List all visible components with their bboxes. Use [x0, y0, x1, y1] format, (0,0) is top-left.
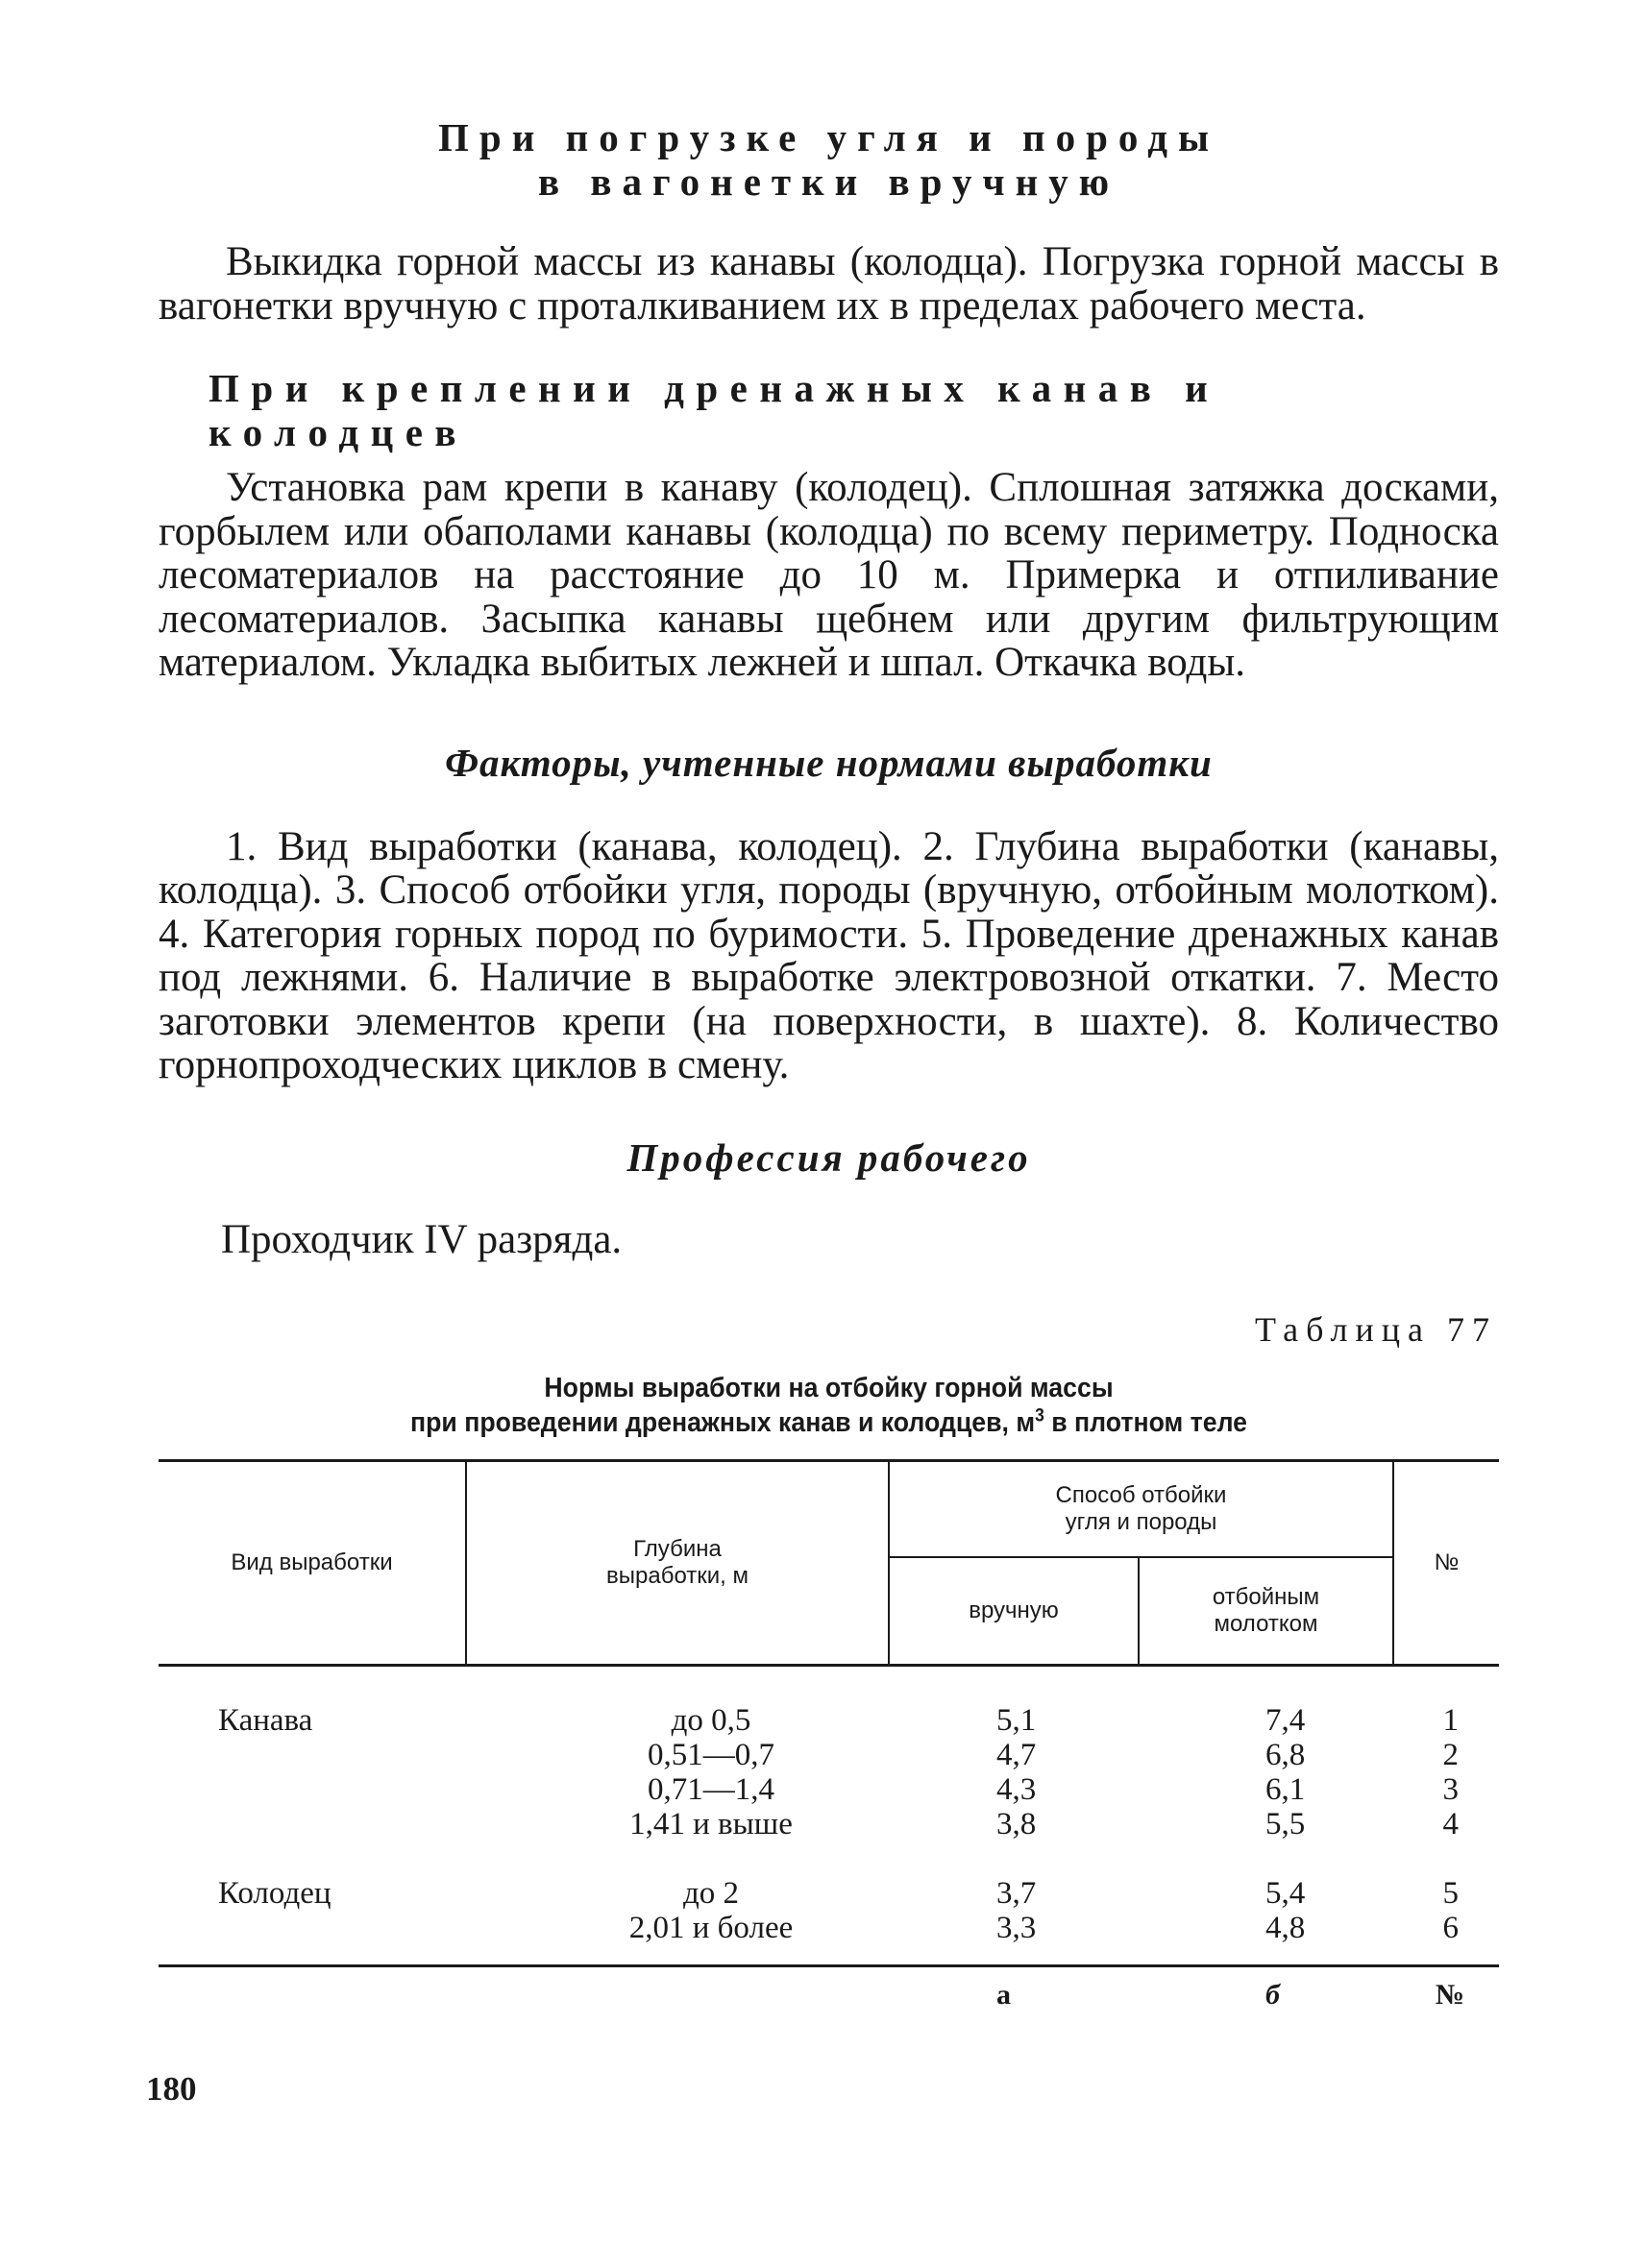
cell-num: 4 [1442, 1807, 1459, 1841]
footer-label-a: а [996, 1979, 1011, 2011]
cell-depth: 0,71—1,4 [648, 1772, 774, 1807]
table-title-superscript: 3 [1035, 1405, 1044, 1427]
header-hammer-label: отбойным молотком [1212, 1584, 1320, 1637]
cell-type-empty [159, 1772, 466, 1807]
cell-manual: 3,8 [996, 1807, 1037, 1841]
table-title [212, 1371, 1445, 1440]
cell-depth: до 0,5 [671, 1703, 751, 1738]
table-header [159, 1461, 1499, 1666]
header-depth [466, 1461, 889, 1666]
cell-manual: 3,7 [996, 1876, 1037, 1911]
cell-hammer: 4,8 [1265, 1911, 1306, 1945]
footer-empty [159, 1966, 466, 2012]
header-method-group-label: Способ отбойки угля и породы [1055, 1482, 1227, 1535]
cell-manual: 4,7 [996, 1738, 1037, 1772]
section-heading-loading [159, 115, 1499, 204]
cell-depth: 1,41 и выше [629, 1807, 793, 1841]
section-heading-loading-line1: При погрузке угля и породы [438, 115, 1219, 159]
table-row [159, 1772, 1499, 1807]
cell-num: 3 [1442, 1772, 1459, 1807]
header-hammer [1139, 1557, 1393, 1666]
cell-num: 2 [1442, 1738, 1459, 1772]
factors-heading: Факторы, учтенные нормами выработки [445, 740, 1213, 785]
cell-hammer: 7,4 [1265, 1703, 1306, 1738]
cell-num: 6 [1442, 1911, 1459, 1945]
section-heading-fastening: При креплении дренажных канав и колодцев [209, 366, 1220, 454]
cell-manual: 3,3 [996, 1911, 1037, 1945]
cell-type-empty [159, 1738, 466, 1772]
header-method-group [889, 1461, 1393, 1558]
profession-paragraph: Проходчик IV разряда. [221, 1216, 623, 1262]
footer-label-b: б [1265, 1979, 1280, 2011]
table-row [159, 1807, 1499, 1841]
cell-num: 1 [1442, 1703, 1459, 1738]
footer-empty [466, 1966, 889, 2012]
header-vid: Вид выработки [231, 1549, 393, 1575]
cell-type: Колодец [218, 1876, 331, 1911]
header-depth-label: Глубина выработки, м [606, 1536, 749, 1589]
header-num: № [1393, 1461, 1499, 1666]
cell-depth: 0,51—0,7 [648, 1738, 774, 1772]
loading-paragraph: Выкидка горной массы из канавы (колодца). Погрузка горной массы в вагонетки вручную с проталкиванием их в пределах рабочего места. [159, 239, 1499, 329]
table-label: Таблица 77 [1255, 1310, 1497, 1349]
table-body [159, 1666, 1499, 1966]
cell-hammer: 6,8 [1265, 1738, 1306, 1772]
section-heading-loading-line2: в вагонетки вручную [537, 159, 1120, 204]
table-title-line1: Нормы выработки на отбойку горной массы [544, 1373, 1114, 1403]
header-manual: вручную [889, 1557, 1139, 1666]
cell-hammer: 5,4 [1265, 1876, 1306, 1911]
page-number: 180 [146, 2070, 197, 2108]
cell-hammer: 6,1 [1265, 1772, 1306, 1807]
table-title-line2-suffix: в плотном теле [1043, 1407, 1248, 1438]
factors-paragraph: 1. Вид выработки (канава, колодец). 2. Глубина выработки (канавы, колодца). 3. Способ отбойки угля, породы (вручную, отбойным молотком). 4. Категория горных пород по буримости. 5. Проведение дренажных канав под лежнями. 6. Наличие в выработке электровозной откатки. 7. Место заготовки элементов крепи (на поверхности, в шахте). 8. Количество горнопроходческих циклов в смену. [159, 823, 1499, 1087]
cell-num: 5 [1442, 1876, 1459, 1911]
cell-depth: 2,01 и более [628, 1911, 794, 1945]
cell-type: Канава [218, 1703, 313, 1738]
cell-depth: до 2 [682, 1876, 740, 1911]
cell-manual: 5,1 [996, 1703, 1037, 1738]
footer-label-num: № [1435, 1979, 1464, 2011]
table-title-line2-prefix: при проведении дренажных канав и колодцев, м [409, 1407, 1036, 1438]
table-row [159, 1911, 1499, 1966]
norms-table [159, 1459, 1499, 2012]
table-row [159, 1666, 1499, 1739]
table-footer [159, 1966, 1499, 2012]
table-row [159, 1738, 1499, 1772]
cell-hammer: 5,5 [1265, 1807, 1306, 1841]
cell-manual: 4,3 [996, 1772, 1037, 1807]
book-page [159, 115, 1499, 2012]
profession-heading: Профессия рабочего [626, 1134, 1031, 1180]
cell-type-empty [159, 1911, 466, 1966]
table-row [159, 1841, 1499, 1911]
cell-type-empty [159, 1807, 466, 1841]
fastening-paragraph: Установка рам крепи в канаву (колодец). Сплошная затяжка досками, горбылем или обаполами канавы (колодца) по всему периметру. Подноска лесоматериалов на расстояние до 10 м. Примерка и отпиливание лесоматериалов. Засыпка канавы щебнем или другим фильтрующим материалом. Укладка выбитых лежней и шпал. Откачка воды. [159, 465, 1499, 685]
